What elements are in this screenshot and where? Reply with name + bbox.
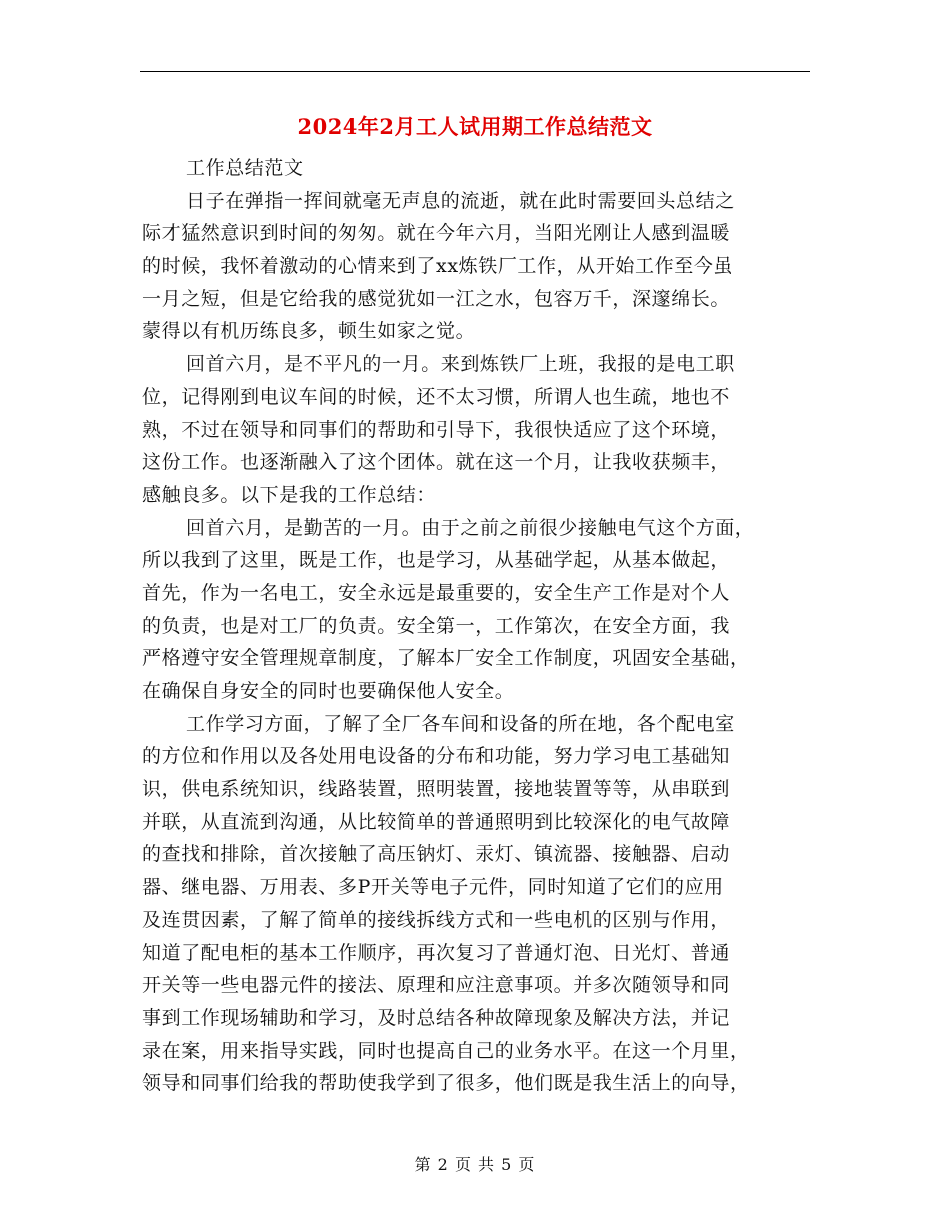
header-rule (140, 71, 810, 72)
body-line: 识，供电系统知识，线路装置，照明装置，接地装置等等，从串联到 (142, 778, 731, 801)
body-line: 录在案，用来指导实践，同时也提高自己的业务水平。在这一个月里， (142, 1039, 750, 1062)
body-line: 这份工作。也逐渐融入了这个团体。就在这一个月，让我收获频丰， (142, 451, 731, 474)
body-line: 日子在弹指一挥间就毫无声息的流逝，就在此时需要回头总结之 (186, 189, 735, 212)
body-line: 器、继电器、万用表、多P开关等电子元件，同时知道了它们的应用 (142, 876, 724, 899)
page-number: 第 2 页 共 5 页 (414, 1155, 536, 1174)
body-line: 事到工作现场辅助和学习，及时总结各种故障现象及解决方法，并记 (142, 1006, 731, 1029)
body-line: 及连贯因素，了解了简单的接线拆线方式和一些电机的区别与作用， (142, 908, 731, 931)
body-line: 在确保自身安全的同时也要确保他人安全。 (142, 680, 515, 702)
body-line: 熟，不过在领导和同事们的帮助和引导下，我很快适应了这个环境， (142, 418, 731, 441)
body-line: 的时候，我怀着激动的心情来到了xx炼铁厂工作，从开始工作至今虽 (142, 255, 734, 278)
body-line: 际才猛然意识到时间的匆匆。就在今年六月，当阳光刚让人感到温暖 (142, 222, 731, 245)
body-line: 感触良多。以下是我的工作总结： (142, 483, 437, 506)
body-line: 的负责，也是对工厂的负责。安全第一，工作第次，在安全方面，我 (142, 614, 731, 637)
body-line: 所以我到了这里，既是工作，也是学习，从基础学起，从基本做起， (142, 549, 731, 572)
body-line: 蒙得以有机历练良多，顿生如家之觉。 (142, 320, 476, 343)
body-line: 一月之短，但是它给我的感觉犹如一江之水，包容万千，深邃绵长。 (142, 287, 731, 310)
body-line: 回首六月，是勤苦的一月。由于之前之前很少接触电气这个方面， (186, 516, 755, 539)
body-line: 工作总结范文 (186, 157, 304, 179)
body-line: 工作学习方面，了解了全厂各车间和设备的所在地，各个配电室 (186, 712, 735, 735)
document-body (142, 152, 814, 1100)
body-line: 的方位和作用以及各处用电设备的分布和功能，努力学习电工基础知 (142, 745, 731, 768)
body-line: 开关等一些电器元件的接法、原理和应注意事项。并多次随领导和同 (142, 974, 731, 997)
body-line: 首先，作为一名电工，安全永远是最重要的，安全生产工作是对个人 (142, 581, 731, 604)
body-line: 领导和同事们给我的帮助使我学到了很多，他们既是我生活上的向导， (142, 1072, 750, 1095)
body-line: 位，记得刚到电议车间的时候，还不太习惯，所谓人也生疏，地也不 (142, 385, 731, 408)
body-line: 并联，从直流到沟通，从比较简单的普通照明到比较深化的电气故障 (142, 810, 731, 833)
body-line: 严格遵守安全管理规章制度，了解本厂安全工作制度，巩固安全基础， (142, 647, 750, 670)
body-line: 知道了配电柜的基本工作顺序，再次复习了普通灯泡、日光灯、普通 (142, 941, 731, 964)
document-title: 2024年2月工人试用期工作总结范文 (297, 114, 653, 139)
body-line: 回首六月，是不平凡的一月。来到炼铁厂上班，我报的是电工职 (186, 353, 735, 376)
body-line: 的查找和排除，首次接触了高压钠灯、汞灯、镇流器、接触器、启动 (142, 843, 731, 866)
